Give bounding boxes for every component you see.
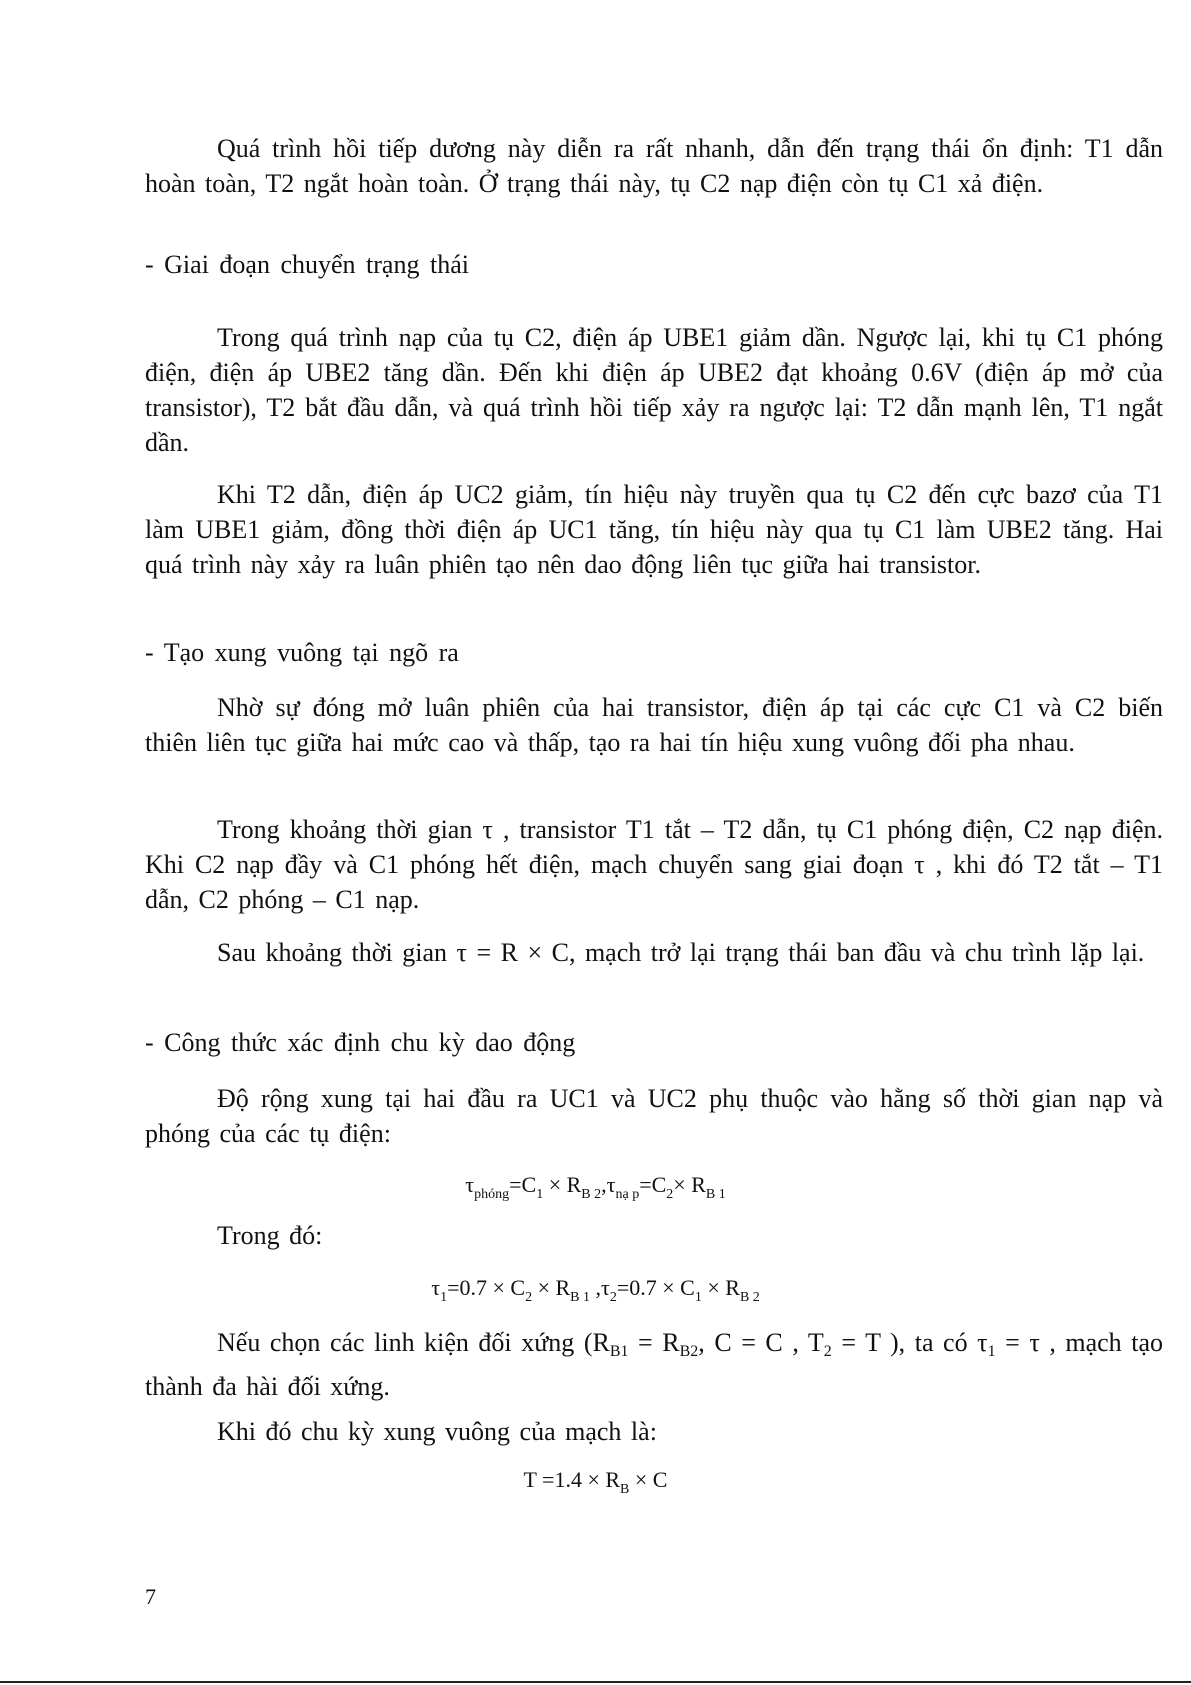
paragraph-pulse-width: Độ rộng xung tại hai đầu ra UC1 và UC2 phụ thuộc vào hằng số thời gian nạp và phóng của các tụ điện: [145,1084,1163,1148]
heading-period-formula: - Công thức xác định chu kỳ dao động [145,1028,576,1057]
paragraph-square-wave: Nhờ sự đóng mở luân phiên của hai transistor, điện áp tại các cực C1 và C2 biến thiên liên tục giữa hai mức cao và thấp, tạo ra hai tín hiệu xung vuông đối pha nhau. [145,693,1163,757]
paragraph-symmetric-components: Nếu chọn các linh kiện đối xứng ($R_{B1} = R_{B2}$, C = C , $T_2 = T$ ), ta có $\tau_1 = \tau$ , mạch tạo thành đa hài đối xứng. [145,1328,1163,1401]
paragraph-oscillation: Khi T2 dẫn, điện áp UC2 giảm, tín hiệu này truyền qua tụ C2 đến cực bazơ của T1 làm UBE1 giảm, đồng thời điện áp UC1 tăng, tín hiệu này qua tụ C1 làm UBE2 tăng. Hai quá trình này xảy ra luân phiên tạo nên dao động liên tục giữa hai transistor. [145,480,1163,579]
paragraph-positive-feedback: Quá trình hồi tiếp dương này diễn ra rất nhanh, dẫn đến trạng thái ổn định: T1 dẫn hoàn toàn, T2 ngắt hoàn toàn. Ở trạng thái này, tụ C2 nạp điện còn tụ C1 xả điện. [145,134,1163,198]
formula-tau-phong-nap: $\tau_{phóng}=C_1 \times R_{B 2},\tau_{nạ p}=C_2\times R_{B 1}$ [465,1172,726,1202]
paragraph-transition: Trong quá trình nạp của tụ C2, điện áp UBE1 giảm dần. Ngược lại, khi tụ C1 phóng điện, điện áp UBE2 tăng dần. Đến khi điện áp UBE2 đạt khoảng 0.6V (điện áp mở của transistor), T2 bắt đầu dẫn, và quá trình hồi tiếp xảy ra ngược lại: T2 dẫn mạnh lên, T1 ngắt dần. [145,323,1163,457]
paragraph-cycle-repeat: Sau khoảng thời gian τ = R × C, mạch trở lại trạng thái ban đầu và chu trình lặp lại. [217,938,1145,967]
paragraph-where: Trong đó: [217,1221,323,1250]
page-number: 7 [145,1584,156,1609]
formula-period-T: $T =1.4 \times R_B \times C$ [523,1467,668,1497]
footer-divider [0,1681,1191,1683]
heading-square-wave: - Tạo xung vuông tại ngõ ra [145,638,459,667]
paragraph-time-interval: Trong khoảng thời gian τ , transistor T1 tắt – T2 dẫn, tụ C1 phóng điện, C2 nạp điện. Khi C2 nạp đầy và C1 phóng hết điện, mạch chuyển sang giai đoạn τ , khi đó T2 tắt – T1 dẫn, C2 phóng – C1 nạp. [145,815,1163,914]
paragraph-period-intro: Khi đó chu kỳ xung vuông của mạch là: [217,1417,657,1446]
heading-transition-stage: - Giai đoạn chuyển trạng thái [145,250,469,279]
formula-tau1-tau2: $\tau_1=0.7 \times C_2 \times R_{B 1}$ $,\tau_2=0.7 \times C_1 \times R_{B 2}$ [431,1275,760,1305]
